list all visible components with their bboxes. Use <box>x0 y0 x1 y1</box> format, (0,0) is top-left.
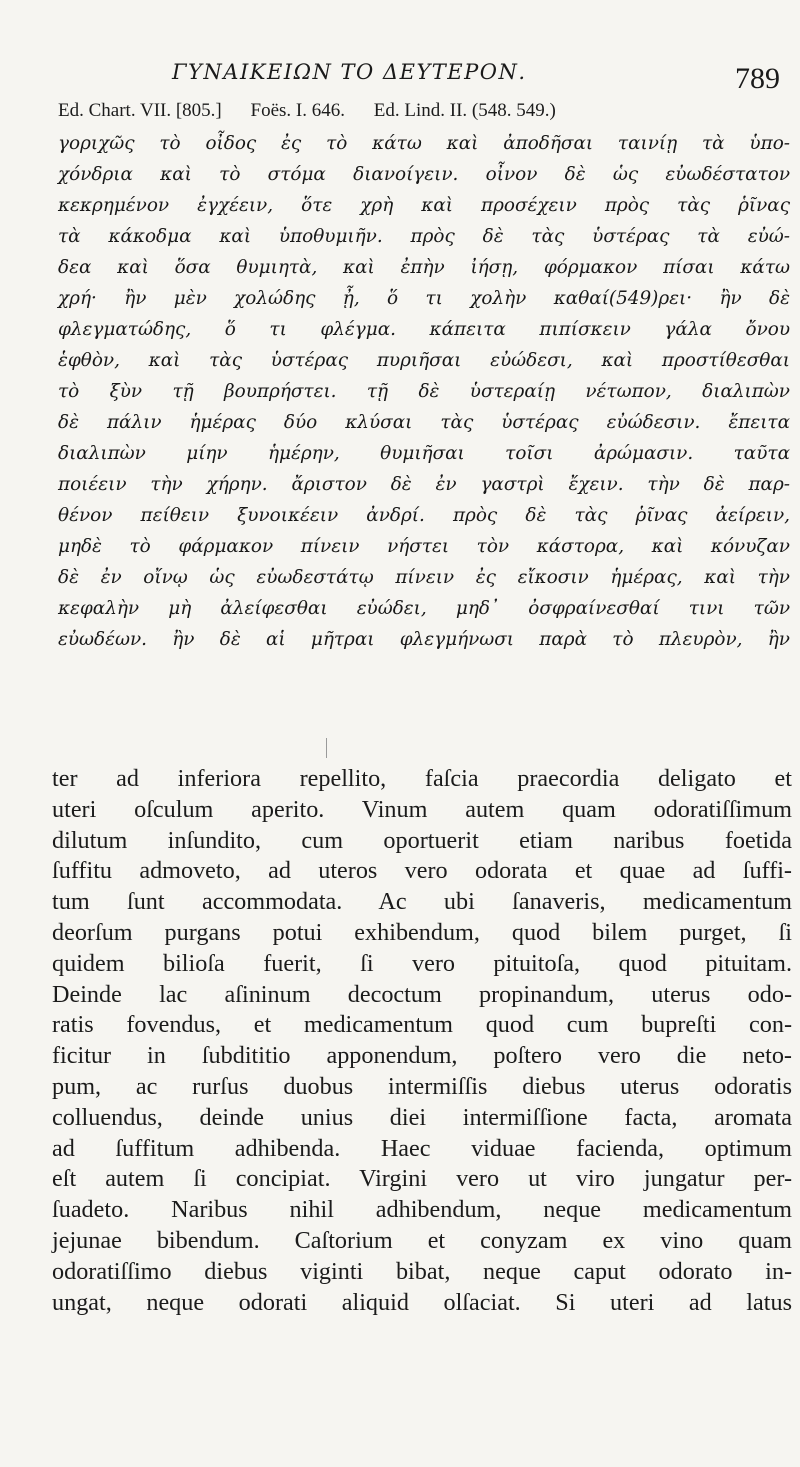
edition-foes: Foës. I. 646. <box>250 100 345 121</box>
greek-line: κεφαλὴν μὴ ἀλείφεσθαι εὐώδει, μηδ᾽ ὀσφραίνεσθαί τινι τῶν <box>58 598 790 619</box>
page-number: 789 <box>735 62 780 95</box>
greek-line: δὲ πάλιν ἡμέρας δύο κλύσαι τὰς ὑστέρας εὐώδεσιν. ἔπειτα <box>58 412 790 433</box>
greek-line: διαλιπὼν μίην ἡμέρην, θυμιῆσαι τοῖσι ἀρώμασιν. ταῦτα <box>58 443 790 464</box>
greek-line: εὐωδέων. ἢν δὲ αἱ μῆτραι φλεγμήνωσι παρὰ τὸ πλευρὸν, ἢν <box>58 629 790 650</box>
latin-line: ad ſuffitum adhibenda. Haec viduae facienda, optimum <box>52 1134 792 1162</box>
edition-chart: Ed. Chart. VII. [805.] <box>58 100 222 121</box>
greek-line: μηδὲ τὸ φάρμακον πίνειν νήστει τὸν κάστορα, καὶ κόνυζαν <box>58 536 790 557</box>
greek-line: ἑφθὸν, καὶ τὰς ὑστέρας πυριῆσαι εὐώδεσι, καὶ προστίθεσθαι <box>58 350 790 371</box>
greek-line: γοριχῶς τὸ οἶδος ἐς τὸ κάτω καὶ ἀποδῆσαι ταινίῃ τὰ ὑπο- <box>58 133 790 154</box>
latin-line: tum ſunt accommodata. Ac ubi ſanaveris, medicamentum <box>52 888 792 916</box>
running-head <box>60 48 780 98</box>
latin-line: deorſum purgans potui exhibendum, quod bilem purget, ſi <box>52 918 792 946</box>
latin-line: odoratiſſimo diebus viginti bibat, neque caput odorato in- <box>52 1257 792 1285</box>
greek-text <box>58 128 790 655</box>
edition-references <box>58 100 788 122</box>
latin-line: dilutum inſundito, cum oportuerit etiam naribus foetida <box>52 826 792 854</box>
greek-line: τὸ ξὺν τῇ βουπρήστει. τῇ δὲ ὑστεραίῃ νέτωπον, διαλιπὼν <box>58 381 790 402</box>
latin-line: pum, ac rurſus duobus intermiſſis diebus uterus odoratis <box>52 1072 792 1100</box>
latin-line: colluendus, deinde unius diei intermiſſione facta, aromata <box>52 1103 792 1131</box>
latin-line: ungat, neque odorati aliquid olſaciat. Si uteri ad latus <box>52 1288 792 1316</box>
greek-line: δὲ ἐν οἴνῳ ὡς εὐωδεστάτῳ πίνειν ἐς εἴκοσιν ἡμέρας, καὶ τὴν <box>58 567 790 588</box>
greek-line: κεκρημένον ἐγχέειν, ὅτε χρὴ καὶ προσέχειν πρὸς τὰς ῥῖνας <box>58 195 790 216</box>
column-divider-mark <box>326 738 327 758</box>
greek-line: χόνδρια καὶ τὸ στόμα διανοίγειν. οἶνον δὲ ὡς εὐωδέστατον <box>58 164 790 185</box>
greek-line: τὰ κάκοδμα καὶ ὑποθυμιῆν. πρὸς δὲ τὰς ὑστέρας τὰ εὐώ- <box>58 226 790 247</box>
latin-line: ter ad inferiora repellito, faſcia praecordia deligato et <box>52 765 792 792</box>
greek-line: ποιέειν τὴν χήρην. ἄριστον δὲ ἐν γαστρὶ ἔχειν. τὴν δὲ παρ- <box>58 474 790 495</box>
latin-line: ſuadeto. Naribus nihil adhibendum, neque medicamentum <box>52 1196 792 1224</box>
latin-line: ficitur in ſubdititio apponendum, poſtero vero die neto- <box>52 1042 792 1070</box>
latin-line: uteri oſculum aperito. Vinum autem quam odoratiſſimum <box>52 795 792 823</box>
greek-line: θένον πείθειν ξυνοικέειν ἀνδρί. πρὸς δὲ τὰς ῥῖνας ἀείρειν, <box>58 505 790 526</box>
latin-line: eſt autem ſi concipiat. Virgini vero ut viro jungatur per- <box>52 1165 792 1193</box>
greek-line: δεα καὶ ὅσα θυμιητὰ, καὶ ἐπὴν ἰήσῃ, φόρμακον πίσαι κάτω <box>58 257 790 278</box>
latin-line: ſuffitu admoveto, ad uteros vero odorata et quae ad ſuffi- <box>52 857 792 885</box>
latin-translation <box>52 764 792 1318</box>
greek-line: φλεγματώδης, ὅ τι φλέγμα. κάπειτα πιπίσκειν γάλα ὄνου <box>58 319 790 340</box>
latin-line: ratis fovendus, et medicamentum quod cum bupreſti con- <box>52 1011 792 1039</box>
latin-line: jejunae bibendum. Caſtorium et conyzam ex vino quam <box>52 1226 792 1254</box>
edition-lind: Ed. Lind. II. (548. 549.) <box>373 100 556 121</box>
latin-line: quidem bilioſa fuerit, ſi vero pituitoſa, quod pituitam. <box>52 949 792 977</box>
running-title: ΓΥΝΑΙΚΕΙΩΝ ΤΟ ΔΕΥΤΕΡΟΝ. <box>172 60 527 84</box>
latin-line: Deinde lac aſininum decoctum propinandum, uterus odo- <box>52 980 792 1008</box>
greek-line: χρή· ἢν μὲν χολώδης ᾖ, ὅ τι χολὴν καθαί(549)ρει· ἢν δὲ <box>58 288 790 309</box>
